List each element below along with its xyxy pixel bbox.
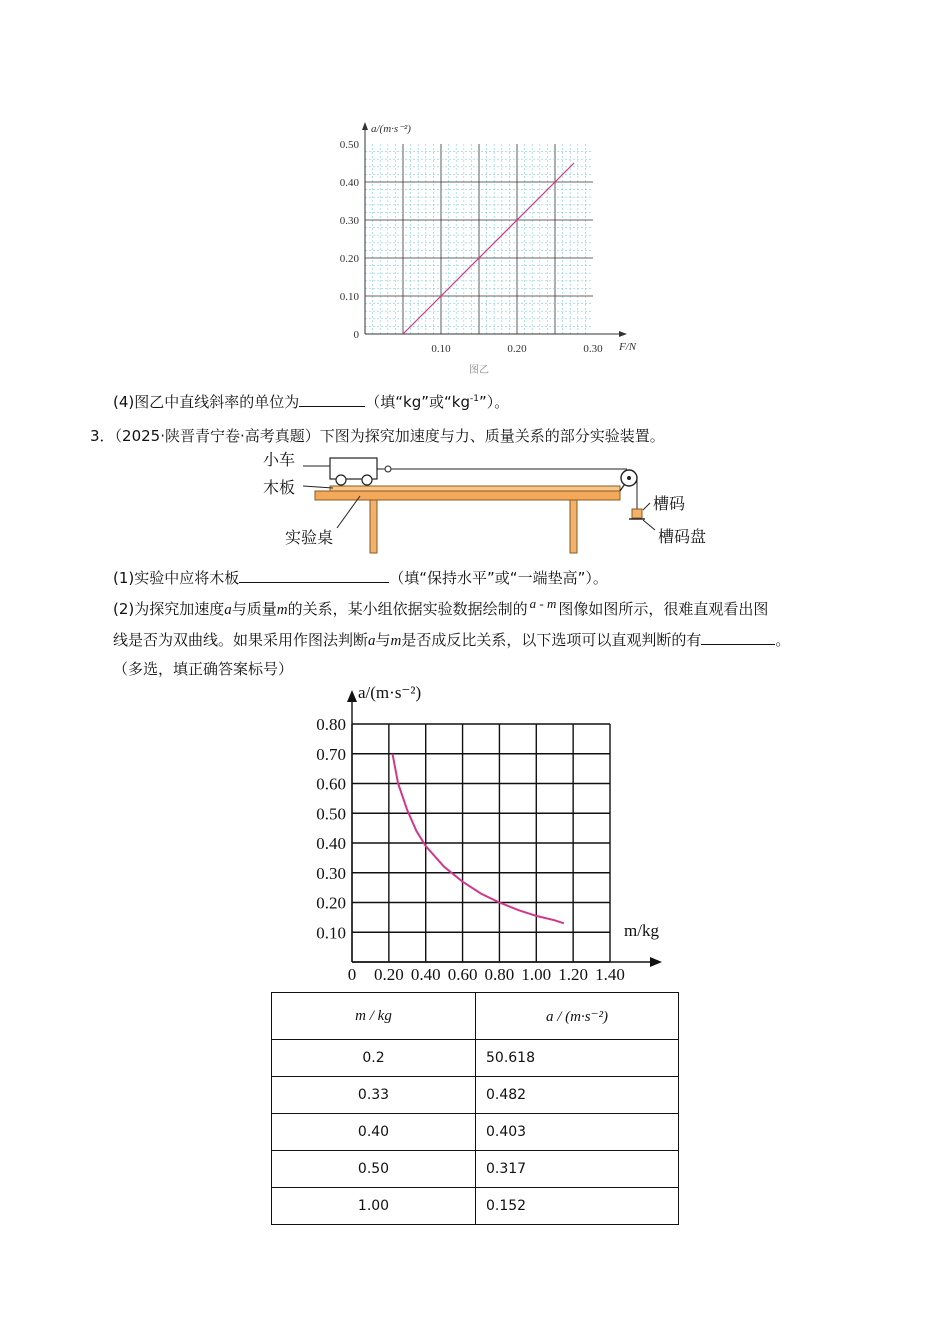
y-tick-label: 0.70 xyxy=(316,744,346,764)
figure-yi-chart xyxy=(325,110,655,380)
table-cell: 0.317 xyxy=(476,1151,679,1188)
x-axis-label: m/kg xyxy=(624,921,659,940)
q3-source: （2025·陕晋青宁卷·高考真题） xyxy=(114,427,320,445)
table-cell: 50.618 xyxy=(476,1040,679,1077)
sub2-text-g: 是否成反比关系，以下选项可以直观判断的有 xyxy=(401,631,702,649)
x-axis-label: F/N xyxy=(619,341,637,353)
y-tick-label: 0.10 xyxy=(339,291,359,303)
x-tick-label: 1.40 xyxy=(595,965,625,984)
q4-sup: -1 xyxy=(469,394,479,404)
x-axis-arrow xyxy=(650,957,662,967)
table-cell: 0.482 xyxy=(476,1077,679,1114)
y-tick-label: 0.80 xyxy=(316,715,346,734)
sub-question-1 xyxy=(113,567,608,589)
table-cell: 0.403 xyxy=(476,1114,679,1151)
table-cell: 0.50 xyxy=(272,1151,476,1188)
sub2-text-d: 图像如图所示，很难直观看出图 xyxy=(558,600,769,618)
q3-stem-text: 下图为探究加速度与力、质量关系的部分实验装置。 xyxy=(319,427,665,445)
x-axis-arrow xyxy=(619,331,627,337)
y-tick-label: 0 xyxy=(353,329,359,341)
table-row xyxy=(272,1151,679,1188)
q4-fill-mid: （填“kg”或“kg xyxy=(365,393,470,411)
table-header-row xyxy=(272,993,679,1040)
desk-label: 实验桌 xyxy=(285,528,334,547)
y-tick-label: 0.50 xyxy=(316,804,346,824)
desk-top xyxy=(315,491,620,500)
sub2-text-c: 的关系，某小组依据实验数据绘制的 xyxy=(287,600,528,618)
var-m-2: m xyxy=(390,633,402,649)
sub2-text-a: (2)为探究加速度 xyxy=(113,600,225,618)
var-a: a xyxy=(224,602,232,618)
data-line-a-F xyxy=(403,163,574,334)
var-m: m xyxy=(276,602,288,618)
sub1-answer-blank[interactable] xyxy=(239,568,389,583)
y-tick-label: 0.60 xyxy=(316,774,346,794)
sub2-answer-blank[interactable] xyxy=(701,630,775,645)
pan-label: 槽码盘 xyxy=(658,527,707,546)
board-label: 木板 xyxy=(263,478,296,497)
cart-wheel-right xyxy=(362,475,372,485)
x-tick-label: 0.20 xyxy=(507,343,527,355)
table-cell: 0.152 xyxy=(476,1188,679,1225)
table-row xyxy=(272,1040,679,1077)
var-a-2: a xyxy=(368,633,376,649)
y-axis-arrow xyxy=(347,690,357,702)
x-tick-label: 0.40 xyxy=(410,965,441,984)
x-tick-label: 0.20 xyxy=(373,965,404,984)
sub2-text-end: 。 xyxy=(775,631,791,649)
y-axis-label: a/(m·s⁻²) xyxy=(358,684,422,702)
y-tick-label: 0.20 xyxy=(339,253,359,265)
x-tick-label: 1.00 xyxy=(521,965,552,984)
sub-question-2-line3 xyxy=(113,658,293,680)
question-4 xyxy=(113,388,509,413)
table-cell: 0.33 xyxy=(272,1077,476,1114)
y-tick-label: 0.40 xyxy=(339,177,359,189)
x-tick-label: 0.10 xyxy=(431,343,451,355)
table-cell: 1.00 xyxy=(272,1188,476,1225)
sub2-text-e: 线是否为双曲线。如果采用作图法判断 xyxy=(113,631,369,649)
graph-name: a - m xyxy=(529,596,557,611)
q4-answer-blank[interactable] xyxy=(299,392,365,407)
x-tick-label: 0.80 xyxy=(484,965,515,984)
y-tick-label: 0.40 xyxy=(316,834,346,853)
cart-wheel-left xyxy=(336,475,346,485)
x-tick-label: 1.20 xyxy=(558,965,589,984)
table-cell: 0.2 xyxy=(272,1040,476,1077)
table-header-m: m / kg xyxy=(355,1007,392,1024)
y-tick-label: 0.30 xyxy=(339,215,359,227)
sub1-text: (1)实验中应将木板 xyxy=(113,569,240,587)
sub-question-2-line2 xyxy=(113,629,790,652)
x-tick-label: 0 xyxy=(347,965,357,984)
x-tick-label: 0.60 xyxy=(447,965,478,984)
slot-weight xyxy=(632,509,642,518)
table-row xyxy=(272,1114,679,1151)
sub2-text-multi: （多选，填正确答案标号） xyxy=(113,660,294,678)
y-tick-label: 0.10 xyxy=(316,923,346,943)
q3-number: 3． xyxy=(90,427,115,445)
table-row xyxy=(272,1077,679,1114)
figure-caption: 图乙 xyxy=(469,365,489,376)
cart-label: 小车 xyxy=(263,450,296,469)
weight-label: 槽码 xyxy=(653,494,686,513)
am-chart xyxy=(300,684,680,984)
apparatus-diagram xyxy=(255,448,725,560)
table-header-a: a / (m·s⁻²) xyxy=(546,1008,608,1025)
y-tick-label: 0.50 xyxy=(339,139,359,151)
q4-fill-end: ”）。 xyxy=(478,393,510,411)
sub-question-2-line1 xyxy=(113,598,768,621)
y-tick-label: 0.30 xyxy=(316,863,346,883)
data-table xyxy=(271,992,679,1225)
table-row xyxy=(272,1188,679,1225)
y-axis-label: a/(m·s⁻²) xyxy=(371,123,411,135)
y-tick-label: 0.20 xyxy=(316,893,346,913)
y-axis-arrow xyxy=(362,122,368,130)
sub1-options: （填“保持水平”或“一端垫高”）。 xyxy=(389,569,608,587)
q4-prefix: (4)图乙中直线斜率的单位为 xyxy=(113,393,300,411)
desk-leg-right xyxy=(570,498,577,553)
wooden-board xyxy=(330,486,620,491)
data-curve-a-m xyxy=(393,754,564,924)
sub2-text-b: 与质量 xyxy=(231,600,277,618)
table-cell: 0.40 xyxy=(272,1114,476,1151)
desk-leg-left xyxy=(370,498,377,553)
question-3-stem xyxy=(90,425,665,447)
sub2-text-f: 与 xyxy=(375,631,391,649)
x-tick-label: 0.30 xyxy=(583,343,603,355)
